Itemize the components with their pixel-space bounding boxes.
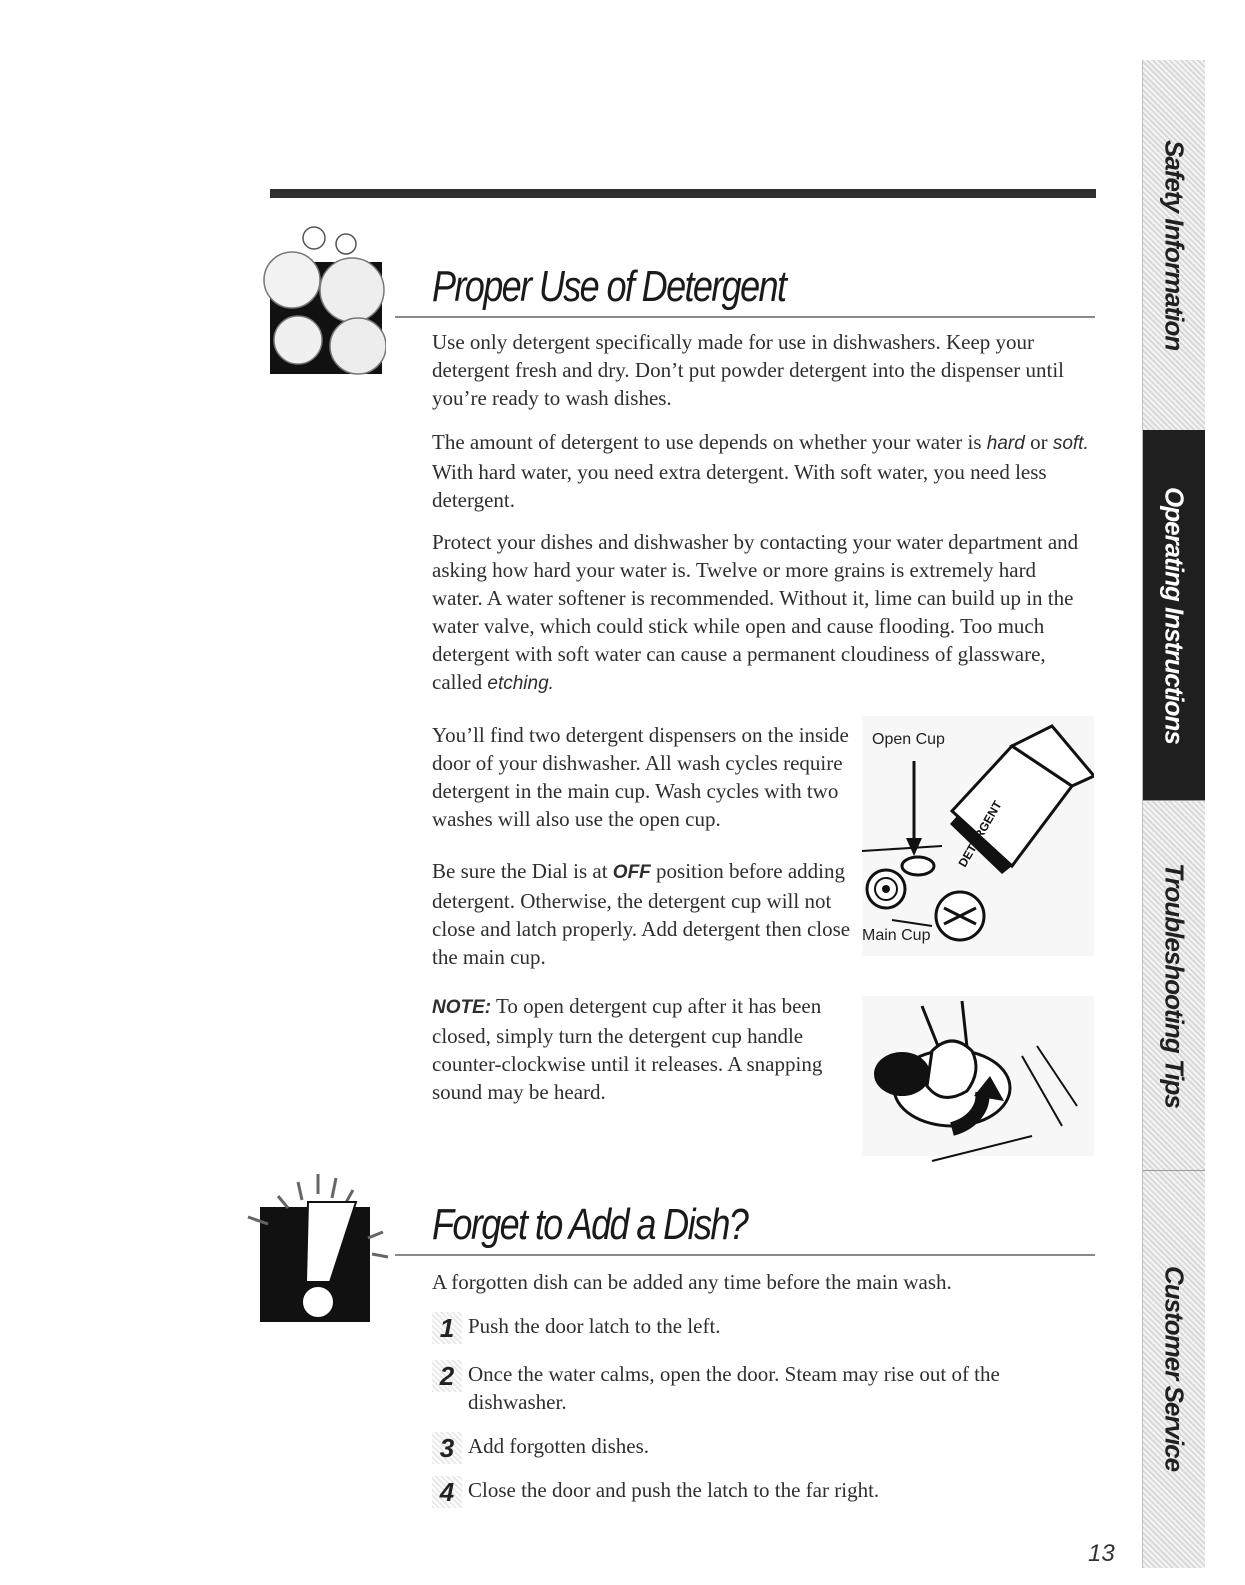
section-heading-forgotten-dish: Forget to Add a Dish? [432, 1200, 748, 1249]
step-text: Push the door latch to the left. [468, 1314, 721, 1338]
section-heading-detergent: Proper Use of Detergent [432, 262, 786, 311]
step-item [432, 1312, 1072, 1344]
section-rule [395, 316, 1095, 318]
paragraph-water-hardness: The amount of detergent to use depends on whether your water is hard or soft. With hard water, you need extra detergent. With soft water, you need less detergent. [432, 430, 1089, 512]
forgotten-dish-intro: A forgotten dish can be added any time before the main wash. [432, 1270, 952, 1294]
tab-label: Customer Service [1159, 1265, 1190, 1472]
step-text: Once the water calms, open the door. Steam may rise out of the dishwasher. [468, 1362, 1000, 1414]
step-text: Close the door and push the latch to the far right. [468, 1478, 880, 1502]
paragraph-note-open-cup: NOTE: To open detergent cup after it has been closed, simply turn the detergent cup handle counter-clockwise until it releases. A snapping sound may be heard. [432, 994, 823, 1104]
step-number: 1 [432, 1312, 462, 1344]
tab-label: Troubleshooting Tips [1159, 862, 1190, 1108]
detergent-bubbles-icon [258, 222, 386, 382]
paragraph-dial-off: Be sure the Dial is at OFF position before adding detergent. Otherwise, the detergent cup will not close and latch properly. Add detergent then close the main cup. [432, 859, 851, 969]
main-cup-label: Main Cup [862, 927, 931, 944]
section-tabs-sidebar [1142, 60, 1205, 1568]
tab-troubleshooting-tips[interactable] [1143, 800, 1205, 1171]
tab-label: Safety Information [1159, 139, 1190, 351]
paragraph-detergent-only: Use only detergent specifically made for use in dishwashers. Keep your detergent fresh and dry. Don’t put powder detergent into the dispenser until you’re ready to wash dishes. [432, 330, 1064, 410]
step-item [432, 1360, 1072, 1416]
step-number: 2 [432, 1360, 462, 1392]
tab-operating-instructions[interactable] [1143, 430, 1205, 801]
tab-label: Operating Instructions [1159, 486, 1190, 744]
tab-customer-service[interactable] [1143, 1170, 1205, 1567]
step-number: 4 [432, 1476, 462, 1508]
step-number: 3 [432, 1432, 462, 1464]
detergent-box-text: DETERGENT [955, 798, 1005, 870]
section-rule [395, 1254, 1095, 1256]
step-text: Add forgotten dishes. [468, 1434, 650, 1458]
step-item [432, 1476, 1072, 1508]
detergent-dispenser-illustration [862, 716, 1094, 956]
paragraph-protect-dishes: Protect your dishes and dishwasher by contacting your water department and asking how hard your water is. Twelve or more grains is extremely hard water. A water softener is recommended. Without it, lime can build up in the water valve, which could stick while open and cause flooding. Too much detergent with soft water can cause a permanent cloudiness of glassware, called etching. [432, 530, 1079, 694]
open-cup-label: Open Cup [872, 731, 945, 748]
hand-turning-cup-illustration [862, 996, 1094, 1166]
page-number: 13 [1088, 1540, 1115, 1567]
exclamation-icon [238, 1162, 398, 1327]
tab-safety-information[interactable] [1143, 60, 1205, 431]
top-rule [270, 189, 1096, 198]
step-item [432, 1432, 1072, 1464]
paragraph-two-dispensers: You’ll find two detergent dispensers on the inside door of your dishwasher. All wash cycles require detergent in the main cup. Wash cycles with two washes will also use the open cup. [432, 723, 849, 831]
